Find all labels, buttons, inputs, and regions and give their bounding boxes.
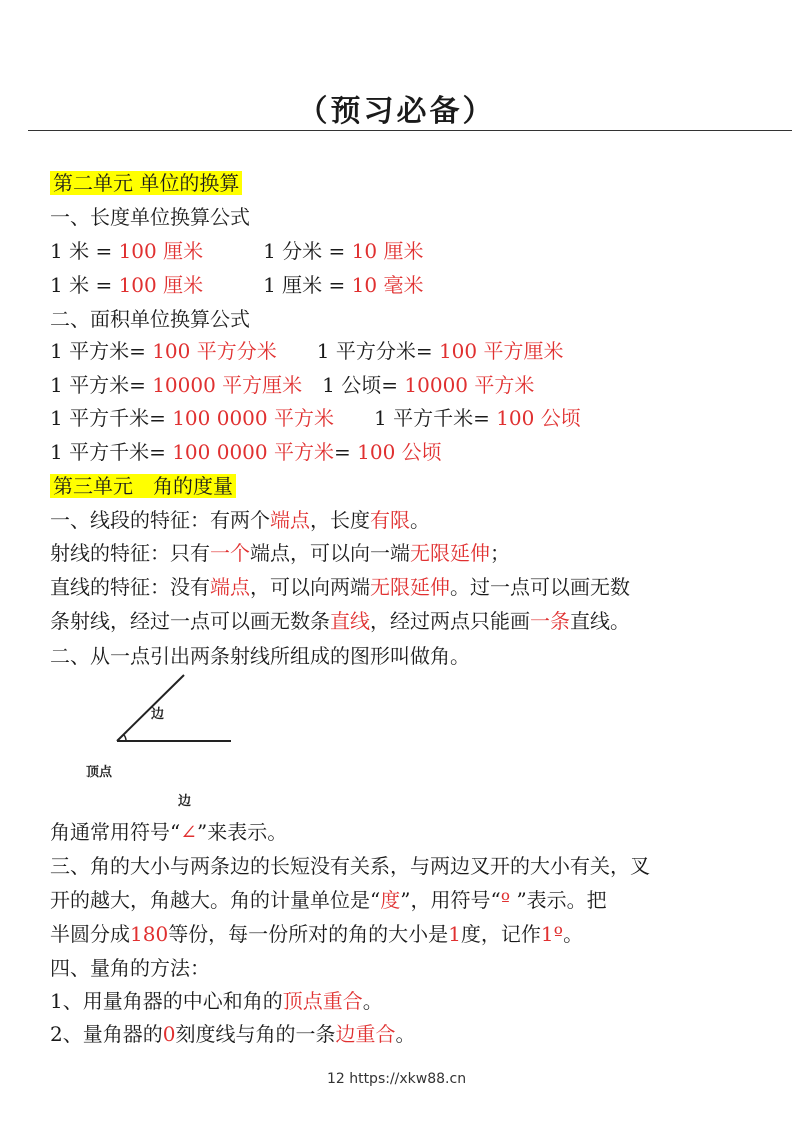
highlight-text: 100 0000 平方米: [172, 406, 334, 430]
text-segment: ”来表示。: [197, 820, 288, 844]
section-heading: 第二单元 单位的换算: [50, 171, 242, 195]
highlight-text: 1: [448, 922, 461, 946]
highlight-text: 顶点重合: [282, 989, 363, 1013]
highlight-text: 100 平方分米: [152, 339, 277, 363]
text-line: [50, 370, 534, 400]
angle-diagram: [60, 668, 300, 818]
highlight-text: 100 公顷: [357, 440, 442, 464]
text-line: [50, 236, 423, 266]
text-segment: 1 公顷=: [302, 373, 405, 397]
text-line: [50, 403, 581, 433]
text-segment: ；: [490, 541, 510, 565]
text-segment: 1 米 =: [50, 239, 119, 263]
text-segment: =: [334, 440, 358, 464]
text-segment: 端点，可以向一端: [250, 541, 410, 565]
highlight-text: 100 0000 平方米: [172, 440, 334, 464]
text-segment: 等份，每一份所对的角的大小是: [168, 922, 449, 946]
highlight-text: 1º: [540, 922, 564, 946]
text-line: [50, 572, 630, 602]
title-divider: [28, 130, 792, 131]
text-segment: 。过一点可以画无数: [450, 575, 630, 599]
text-segment: 2、量角器的: [50, 1022, 163, 1046]
highlight-text: 100 平方厘米: [438, 339, 564, 363]
text-segment: 1 米 =: [50, 273, 119, 297]
text-line: [50, 304, 250, 334]
text-line: [50, 851, 650, 881]
highlight-text: 10000 平方米: [404, 373, 535, 397]
section-heading: 第三单元 角的度量: [50, 474, 236, 498]
text-segment: 1、用量角器的中心和角的: [50, 989, 283, 1013]
highlight-text: 100 厘米: [118, 273, 204, 297]
text-line: [50, 202, 250, 232]
highlight-text: 10000 平方厘米: [152, 373, 303, 397]
text-segment: 度，记作: [460, 922, 541, 946]
text-line: [50, 336, 563, 366]
text-segment: 二、从一点引出两条射线所组成的图形叫做角。: [50, 644, 470, 668]
text-segment: 1 平方千米=: [50, 406, 173, 430]
text-segment: 二、面积单位换算公式: [50, 307, 250, 331]
page-footer: 12 https://xkw88.cn: [326, 1071, 467, 1087]
text-segment: ，长度: [310, 508, 370, 532]
text-line: [50, 538, 510, 568]
highlight-text: ∠: [180, 820, 197, 844]
highlight-text: 一条: [530, 609, 570, 633]
text-line: [50, 505, 430, 535]
text-segment: 1 厘米 =: [203, 273, 352, 297]
text-segment: 射线的特征：只有: [50, 541, 210, 565]
text-segment: ，经过两点只能画: [370, 609, 530, 633]
text-segment: 1 平方米=: [50, 373, 153, 397]
text-segment: ”表示。把: [510, 888, 607, 912]
highlight-text: 端点: [210, 575, 250, 599]
highlight-text: 一个: [210, 541, 250, 565]
text-line: [50, 919, 583, 949]
text-segment: 直线的特征：没有: [50, 575, 210, 599]
highlight-text: 100 公顷: [496, 406, 581, 430]
text-segment: ”，用符号“: [400, 888, 501, 912]
text-segment: 刻度线与角的一条: [175, 1022, 336, 1046]
text-segment: ，可以向两端: [250, 575, 370, 599]
label-side-upper: 边: [151, 707, 165, 722]
text-segment: 。: [395, 1022, 416, 1046]
highlight-text: 直线: [330, 609, 370, 633]
text-segment: 四、量角的方法：: [50, 956, 210, 980]
text-segment: 直线。: [570, 609, 630, 633]
text-line: [50, 817, 287, 847]
text-segment: 一、线段的特征：有两个: [50, 508, 270, 532]
highlight-text: 100 厘米: [118, 239, 204, 263]
text-line: [50, 953, 210, 983]
text-segment: 1 平方千米=: [334, 406, 497, 430]
text-line: [50, 471, 236, 501]
text-segment: 。: [362, 989, 383, 1013]
label-side-lower: 边: [178, 794, 192, 809]
highlight-text: 无限延伸: [370, 575, 450, 599]
highlight-text: 度: [380, 888, 401, 912]
text-segment: 。: [410, 508, 430, 532]
text-segment: 一、长度单位换算公式: [50, 205, 250, 229]
highlight-text: 180: [130, 922, 169, 946]
text-segment: 角通常用符号“: [50, 820, 181, 844]
text-line: [50, 437, 442, 467]
text-line: [50, 168, 242, 198]
text-segment: 1 分米 =: [203, 239, 352, 263]
text-segment: 。: [563, 922, 584, 946]
text-segment: 半圆分成: [50, 922, 130, 946]
highlight-text: 边重合: [335, 1022, 396, 1046]
highlight-text: º: [500, 888, 511, 912]
highlight-text: 10 毫米: [351, 273, 424, 297]
text-line: [50, 986, 383, 1016]
text-segment: 开的越大，角越大。角的计量单位是“: [50, 888, 381, 912]
text-line: [50, 270, 423, 300]
text-segment: 1 平方米=: [50, 339, 153, 363]
text-line: [50, 1019, 415, 1049]
text-line: [50, 606, 630, 636]
text-line: [50, 641, 470, 671]
text-segment: 三、角的大小与两条边的长短没有关系，与两边叉开的大小有关，叉: [50, 854, 650, 878]
highlight-text: 有限: [370, 508, 410, 532]
label-vertex: 顶点: [86, 765, 113, 780]
highlight-text: 端点: [270, 508, 310, 532]
highlight-text: 无限延伸: [410, 541, 490, 565]
text-segment: 1 平方分米=: [276, 339, 439, 363]
text-line: [50, 885, 607, 915]
text-segment: 1 平方千米=: [50, 440, 173, 464]
highlight-text: 0: [162, 1022, 176, 1046]
highlight-text: 10 厘米: [351, 239, 424, 263]
page-title: （预习必备）: [297, 94, 496, 129]
text-segment: 条射线，经过一点可以画无数条: [50, 609, 330, 633]
